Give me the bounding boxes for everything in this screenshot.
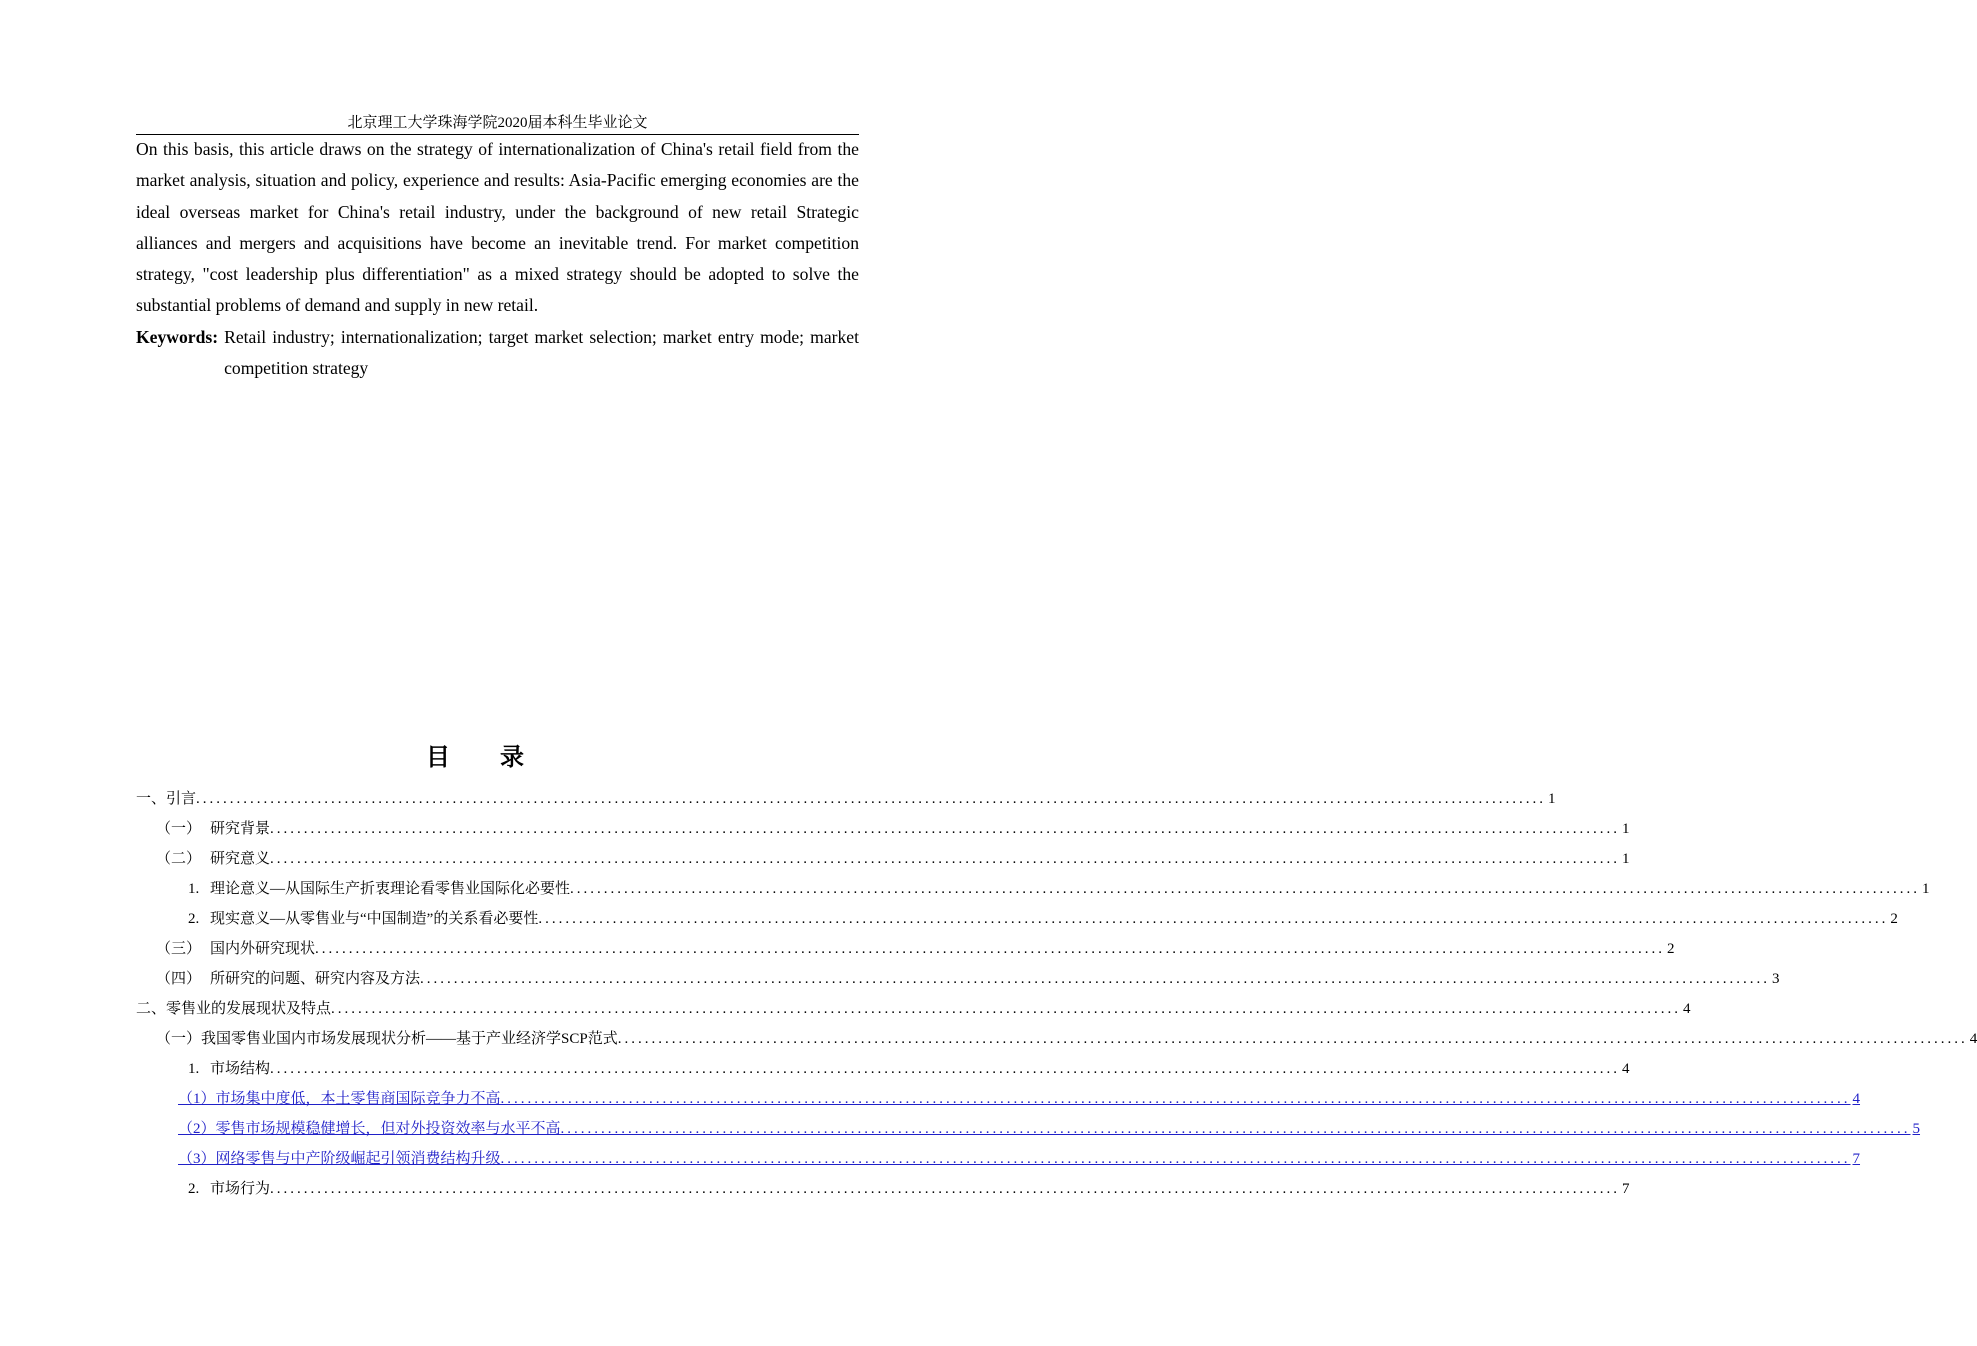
toc-entry-text: （一）我国零售业国内市场发展现状分析——基于产业经济学SCP范式 <box>156 1031 618 1047</box>
toc-entry-text: 市场结构 <box>210 1061 271 1077</box>
toc-entry <box>136 844 1630 874</box>
toc-entry-number: 1. <box>188 881 200 897</box>
toc-entry <box>136 964 1780 994</box>
toc-leader-dots: ........................................................................................................................................................................................................ <box>500 1091 1851 1107</box>
toc-entry-label <box>156 844 270 874</box>
toc-page-number: 1 <box>1622 851 1630 867</box>
toc-page-number: 1 <box>1922 881 1930 897</box>
toc-entry-label <box>188 904 538 934</box>
toc-entry <box>136 994 1691 1024</box>
toc-entry-text: 研究意义 <box>210 851 271 867</box>
toc-leader-dots: ........................................................................................................................................................................................................ <box>331 1001 1682 1017</box>
toc-entry-label <box>188 874 570 904</box>
toc-page-number: 1 <box>1548 791 1556 807</box>
toc-page-number: 2 <box>1667 941 1675 957</box>
toc-page-number: 7 <box>1852 1151 1861 1167</box>
toc-leader-dots: ........................................................................................................................................................................................................ <box>420 971 1771 987</box>
toc-entry-number: 2. <box>188 911 200 927</box>
toc-entry[interactable] <box>136 1144 1861 1174</box>
toc-page-number: 1 <box>1622 821 1630 837</box>
toc-leader-dots: ........................................................................................................................................................................................................ <box>270 821 1621 837</box>
toc-entry[interactable] <box>136 1114 1921 1144</box>
toc-entry <box>136 1054 1630 1084</box>
toc-entry-label <box>156 964 420 994</box>
toc-entry-text: （1）市场集中度低，本土零售商国际竞争力不高 <box>178 1091 501 1107</box>
toc-entry-label <box>188 1054 270 1084</box>
toc-entry-text: 一、引言 <box>136 791 197 807</box>
toc-entry-text: （2）零售市场规模稳健增长，但对外投资效率与水平不高 <box>178 1121 561 1137</box>
toc-entry <box>136 934 1675 964</box>
toc-page-number: 3 <box>1772 971 1780 987</box>
toc-page-number: 4 <box>1969 1031 1977 1047</box>
toc-leader-dots: ........................................................................................................................................................................................................ <box>617 1031 1968 1047</box>
toc-entry-text: 国内外研究现状 <box>210 941 316 957</box>
toc-entry-number: （四） <box>156 971 202 987</box>
toc-entry-label <box>178 1084 501 1114</box>
abstract-paragraph: On this basis, this article draws on the strategy of internationalization of China's retail field from the market analysis, situation and policy, experience and results: Asia-Pacific emerging economies are the ideal overseas market for China's retail industry, under the background of new retail Strategic alliances and mergers and acquisitions have become an inevitable trend. For market competition strategy, "cost leadership plus differentiation" as a mixed strategy should be adopted to solve the substantial problems of demand and supply in new retail. <box>136 139 859 316</box>
toc-entry-number: 1. <box>188 1061 200 1077</box>
toc-page-number: 4 <box>1683 1001 1691 1017</box>
toc-leader-dots: ........................................................................................................................................................................................................ <box>270 1181 1621 1197</box>
toc-title: 目 录 <box>426 745 546 771</box>
keywords-text: Retail industry; internationalization; target market selection; market entry mode; market competition strategy <box>224 327 859 379</box>
toc-entry <box>136 784 1556 814</box>
toc-leader-dots: ........................................................................................................................................................................................................ <box>570 881 1921 897</box>
toc-entry-number: （一） <box>156 821 202 837</box>
toc-entry <box>136 814 1630 844</box>
running-header: 北京理工大学珠海学院2020届本科生毕业论文 <box>136 113 859 135</box>
toc-entry-label <box>156 814 270 844</box>
table-of-contents <box>136 784 1977 1204</box>
toc-page-number: 7 <box>1622 1181 1630 1197</box>
toc-leader-dots: ........................................................................................................................................................................................................ <box>560 1121 1911 1137</box>
toc-leader-dots: ........................................................................................................................................................................................................ <box>196 791 1547 807</box>
toc-entry-label <box>178 1114 561 1144</box>
toc-entry <box>136 904 1898 934</box>
abstract-body <box>136 134 859 322</box>
toc-entry-text: 研究背景 <box>210 821 271 837</box>
toc-entry-text: 所研究的问题、研究内容及方法 <box>210 971 421 987</box>
toc-entry-text: 市场行为 <box>210 1181 271 1197</box>
toc-entry-label <box>178 1144 501 1174</box>
toc-entry-number: （二） <box>156 851 202 867</box>
keywords-line <box>136 322 859 385</box>
toc-entry <box>136 1024 1977 1054</box>
toc-page-number: 5 <box>1912 1121 1921 1137</box>
toc-entry-text: （3）网络零售与中产阶级崛起引领消费结构升级 <box>178 1151 501 1167</box>
toc-entry-label <box>156 1024 618 1054</box>
toc-page-number: 4 <box>1852 1091 1861 1107</box>
toc-entry[interactable] <box>136 1084 1861 1114</box>
toc-entry-number: （三） <box>156 941 202 957</box>
toc-page-number: 4 <box>1622 1061 1630 1077</box>
toc-entry-text: 理论意义—从国际生产折衷理论看零售业国际化必要性 <box>210 881 571 897</box>
toc-page-number: 2 <box>1890 911 1898 927</box>
toc-leader-dots: ........................................................................................................................................................................................................ <box>270 851 1621 867</box>
toc-entry-label <box>136 784 196 814</box>
toc-leader-dots: ........................................................................................................................................................................................................ <box>538 911 1889 927</box>
toc-leader-dots: ........................................................................................................................................................................................................ <box>500 1151 1851 1167</box>
toc-entry-text: 现实意义—从零售业与“中国制造”的关系看必要性 <box>210 911 539 927</box>
toc-entry-label <box>156 934 315 964</box>
toc-entry-number: 2. <box>188 1181 200 1197</box>
toc-entry-text: 二、零售业的发展现状及特点 <box>136 1001 332 1017</box>
toc-leader-dots: ........................................................................................................................................................................................................ <box>315 941 1666 957</box>
toc-entry <box>136 1174 1630 1204</box>
keywords-label: Keywords: <box>136 327 219 347</box>
toc-entry-label <box>188 1174 270 1204</box>
toc-entry <box>136 874 1930 904</box>
toc-entry-label <box>136 994 331 1024</box>
toc-leader-dots: ........................................................................................................................................................................................................ <box>270 1061 1621 1077</box>
